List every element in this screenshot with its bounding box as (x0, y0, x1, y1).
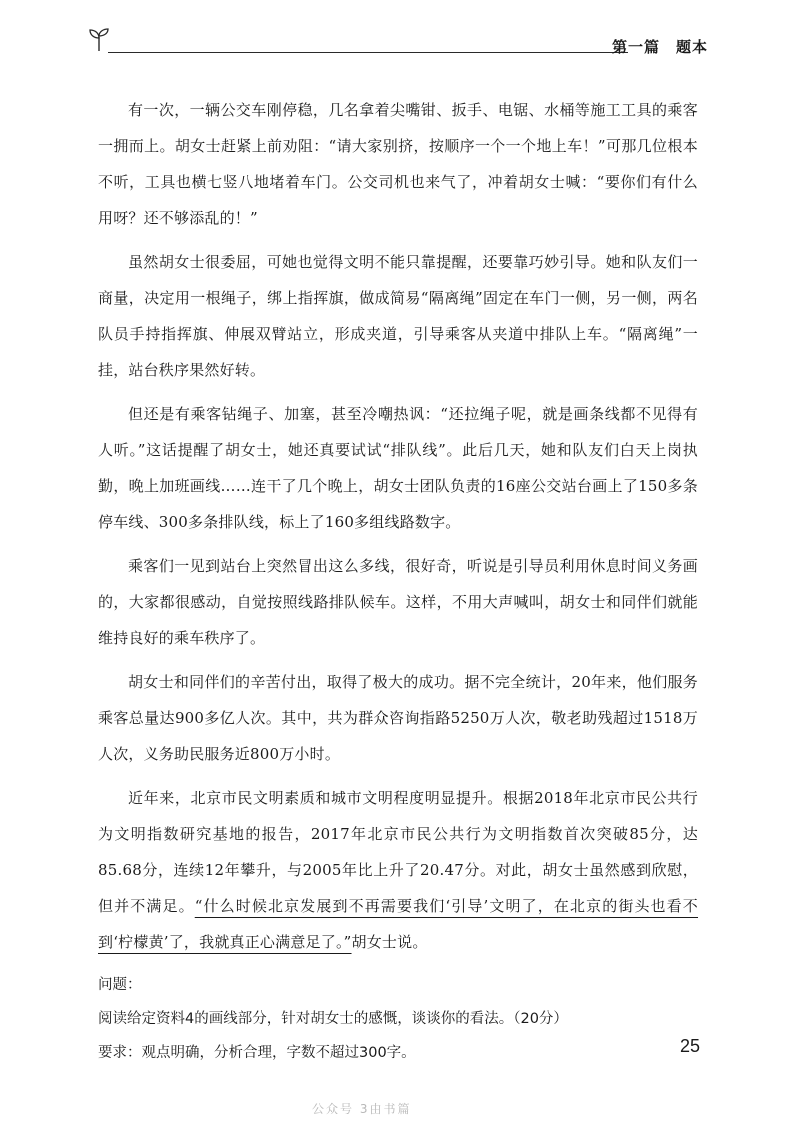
paragraph-6-intro: 近年来，北京市民文明素质和城市文明程度明显提升。根据2018年北京市民公共行为文明指数研究基地的报告，2017年北京市民公共行为文明指数首次突破85分，达85.68分，连续12年攀升，与2005年比上升了20.47分。对此，胡女士虽然感到欣慰，但并不满足。 (98, 789, 698, 915)
underlined-quote: “什么时候北京发展到不再需要我们‘引导’文明了，在北京的街头也看不到‘柠檬黄’了，我就真正心满意足了。” (98, 897, 699, 951)
page-number: 25 (679, 1036, 700, 1056)
question-requirement: 要求：观点明确，分析合理，字数不超过300字。 (98, 1045, 416, 1061)
paragraph-6-outro: 胡女士说。 (351, 933, 428, 951)
header-rule (108, 52, 628, 53)
question-prompt: 阅读给定资料4的画线部分，针对胡女士的感慨，谈谈你的看法。（20分） (98, 1011, 568, 1027)
page-header (88, 24, 708, 64)
paragraph-3: 但还是有乘客钻绳子、加塞，甚至冷嘲热讽：“还拉绳子呢，就是画条线都不见得有人听。”这话提醒了胡女士，她还真要试试“排队线”。此后几天，她和队友们白天上岗执勤，晚上加班画线……连干了几个晚上，胡女士团队负责的16座公交站台画上了150多条停车线、300多条排队线，标上了160多组线路数字。 (98, 405, 698, 531)
document-body (98, 92, 698, 1070)
sprout-icon (88, 26, 110, 52)
paragraph-1: 有一次，一辆公交车刚停稳，几名拿着尖嘴钳、扳手、电锯、水桶等施工工具的乘客一拥而上。胡女士赶紧上前劝阻：“请大家别挤，按顺序一个一个地上车！”可那几位根本不听，工具也横七竖八地堵着车门。公交司机也来气了，冲着胡女士喊：“要你们有什么用呀？还不够添乱的！” (98, 101, 698, 227)
paragraph-4: 乘客们一见到站台上突然冒出这么多线，很好奇，听说是引导员利用休息时间义务画的，大家都很感动，自觉按照线路排队候车。这样，不用大声喊叫，胡女士和同伴们就能维持良好的乘车秩序了。 (98, 557, 698, 647)
paragraph-2: 虽然胡女士很委屈，可她也觉得文明不能只靠提醒，还要靠巧妙引导。她和队友们一商量，决定用一根绳子，绑上指挥旗，做成简易“隔离绳”固定在车门一侧，另一侧，两名队员手持指挥旗、伸展双臂站立，形成夹道，引导乘客从夹道中排队上车。“隔离绳”一挂，站台秩序果然好转。 (98, 253, 698, 379)
paragraph-6 (98, 780, 698, 960)
question-label: 问题： (98, 977, 142, 993)
paragraph-5: 胡女士和同伴们的辛苦付出，取得了极大的成功。据不完全统计，20年来，他们服务乘客总量达900多亿人次。其中，共为群众咨询指路5250万人次，敬老助残超过1518万人次，义务助民服务近800万小时。 (98, 673, 698, 763)
section-title: 第一篇 题本 (611, 38, 708, 56)
watermark: 公众号 3由书篇 (312, 1102, 412, 1116)
